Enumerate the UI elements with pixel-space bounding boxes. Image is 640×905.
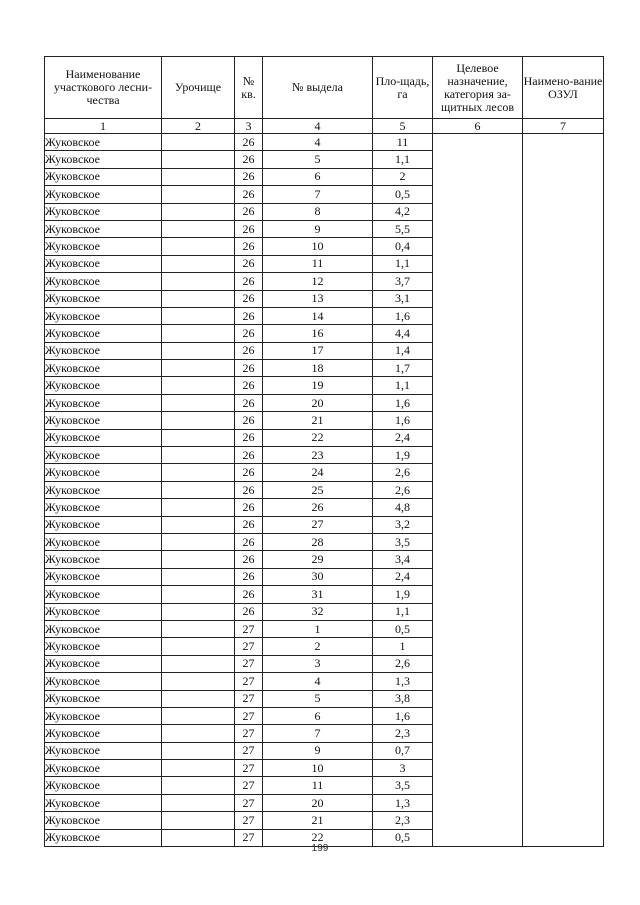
area-cell: 2,6 (373, 481, 433, 498)
column-number: 7 (523, 119, 604, 134)
ozul-cell (523, 134, 604, 847)
tract-cell (162, 742, 235, 759)
tract-cell (162, 551, 235, 568)
forestry-cell: Жуковское (45, 690, 162, 707)
quarter-cell: 27 (235, 812, 263, 829)
area-cell: 4,2 (373, 203, 433, 220)
tract-cell (162, 481, 235, 498)
quarter-cell: 26 (235, 238, 263, 255)
allotment-cell: 29 (263, 551, 373, 568)
quarter-cell: 27 (235, 742, 263, 759)
quarter-cell: 26 (235, 533, 263, 550)
area-cell: 3,2 (373, 516, 433, 533)
allotment-cell: 14 (263, 307, 373, 324)
tract-cell (162, 134, 235, 151)
allotment-cell: 26 (263, 499, 373, 516)
allotment-cell: 5 (263, 690, 373, 707)
forestry-cell: Жуковское (45, 273, 162, 290)
allotment-cell: 10 (263, 238, 373, 255)
allotment-cell: 27 (263, 516, 373, 533)
quarter-cell: 26 (235, 255, 263, 272)
quarter-cell: 26 (235, 603, 263, 620)
quarter-cell: 26 (235, 342, 263, 359)
area-cell: 1,4 (373, 342, 433, 359)
forestry-cell: Жуковское (45, 725, 162, 742)
quarter-cell: 27 (235, 690, 263, 707)
tract-cell (162, 655, 235, 672)
quarter-cell: 26 (235, 134, 263, 151)
area-cell: 3,4 (373, 551, 433, 568)
tract-cell (162, 464, 235, 481)
forest-plots-table (44, 56, 604, 847)
allotment-cell: 17 (263, 342, 373, 359)
forestry-cell: Жуковское (45, 586, 162, 603)
tract-cell (162, 342, 235, 359)
area-cell: 1,3 (373, 794, 433, 811)
allotment-cell: 6 (263, 168, 373, 185)
area-cell: 1,6 (373, 412, 433, 429)
allotment-cell: 24 (263, 464, 373, 481)
tract-cell (162, 568, 235, 585)
forestry-cell: Жуковское (45, 186, 162, 203)
tract-cell (162, 447, 235, 464)
area-cell: 3 (373, 760, 433, 777)
allotment-cell: 19 (263, 377, 373, 394)
area-cell: 1,6 (373, 307, 433, 324)
area-cell: 5,5 (373, 220, 433, 237)
allotment-cell: 5 (263, 151, 373, 168)
area-cell: 0,5 (373, 620, 433, 637)
area-cell: 1,1 (373, 151, 433, 168)
quarter-cell: 26 (235, 394, 263, 411)
tract-cell (162, 186, 235, 203)
tract-cell (162, 394, 235, 411)
area-cell: 1,6 (373, 707, 433, 724)
purpose-cell (433, 134, 523, 847)
tract-cell (162, 255, 235, 272)
quarter-cell: 26 (235, 168, 263, 185)
allotment-cell: 30 (263, 568, 373, 585)
allotment-cell: 22 (263, 429, 373, 446)
allotment-cell: 7 (263, 725, 373, 742)
forestry-cell: Жуковское (45, 325, 162, 342)
quarter-cell: 26 (235, 273, 263, 290)
area-cell: 3,1 (373, 290, 433, 307)
quarter-cell: 26 (235, 220, 263, 237)
column-number: 6 (433, 119, 523, 134)
column-number: 4 (263, 119, 373, 134)
forestry-cell: Жуковское (45, 307, 162, 324)
forestry-cell: Жуковское (45, 777, 162, 794)
tract-cell (162, 220, 235, 237)
allotment-cell: 20 (263, 394, 373, 411)
forestry-cell: Жуковское (45, 603, 162, 620)
allotment-cell: 6 (263, 707, 373, 724)
area-cell: 3,8 (373, 690, 433, 707)
quarter-cell: 27 (235, 673, 263, 690)
quarter-cell: 26 (235, 568, 263, 585)
forestry-cell: Жуковское (45, 377, 162, 394)
area-cell: 11 (373, 134, 433, 151)
column-number: 5 (373, 119, 433, 134)
quarter-cell: 27 (235, 638, 263, 655)
quarter-cell: 27 (235, 655, 263, 672)
forestry-cell: Жуковское (45, 134, 162, 151)
tract-cell (162, 238, 235, 255)
forestry-cell: Жуковское (45, 760, 162, 777)
header-tract: Урочище (162, 57, 235, 119)
area-cell: 1,6 (373, 394, 433, 411)
quarter-cell: 27 (235, 620, 263, 637)
forestry-cell: Жуковское (45, 620, 162, 637)
forestry-cell: Жуковское (45, 429, 162, 446)
allotment-cell: 13 (263, 290, 373, 307)
forestry-cell: Жуковское (45, 655, 162, 672)
column-number: 2 (162, 119, 235, 134)
forestry-cell: Жуковское (45, 394, 162, 411)
tract-cell (162, 760, 235, 777)
area-cell: 4,8 (373, 499, 433, 516)
tract-cell (162, 777, 235, 794)
table-row (45, 134, 604, 151)
page-number: 199 (311, 843, 329, 854)
tract-cell (162, 725, 235, 742)
forestry-cell: Жуковское (45, 412, 162, 429)
quarter-cell: 26 (235, 551, 263, 568)
tract-cell (162, 360, 235, 377)
area-cell: 2,6 (373, 655, 433, 672)
tract-cell (162, 812, 235, 829)
quarter-cell: 26 (235, 151, 263, 168)
header-forestry: Наименование участкового лесни-чества (45, 57, 162, 119)
forestry-cell: Жуковское (45, 794, 162, 811)
allotment-cell: 4 (263, 134, 373, 151)
header-ozul: Наимено-вание ОЗУЛ (523, 57, 604, 119)
quarter-cell: 26 (235, 516, 263, 533)
header-quarter: № кв. (235, 57, 263, 119)
forestry-cell: Жуковское (45, 533, 162, 550)
quarter-cell: 26 (235, 499, 263, 516)
quarter-cell: 27 (235, 777, 263, 794)
forestry-cell: Жуковское (45, 499, 162, 516)
forestry-cell: Жуковское (45, 464, 162, 481)
allotment-cell: 9 (263, 742, 373, 759)
table-body (45, 134, 604, 847)
forestry-cell: Жуковское (45, 829, 162, 846)
tract-cell (162, 586, 235, 603)
column-number: 1 (45, 119, 162, 134)
quarter-cell: 26 (235, 203, 263, 220)
tract-cell (162, 707, 235, 724)
column-number-row (45, 119, 604, 134)
tract-cell (162, 516, 235, 533)
tract-cell (162, 273, 235, 290)
allotment-cell: 3 (263, 655, 373, 672)
forestry-cell: Жуковское (45, 707, 162, 724)
allotment-cell: 4 (263, 673, 373, 690)
tract-cell (162, 168, 235, 185)
forestry-cell: Жуковское (45, 290, 162, 307)
area-cell: 1 (373, 638, 433, 655)
tract-cell (162, 533, 235, 550)
tract-cell (162, 151, 235, 168)
allotment-cell: 11 (263, 777, 373, 794)
tract-cell (162, 377, 235, 394)
quarter-cell: 26 (235, 447, 263, 464)
allotment-cell: 16 (263, 325, 373, 342)
forestry-cell: Жуковское (45, 516, 162, 533)
tract-cell (162, 307, 235, 324)
tract-cell (162, 620, 235, 637)
forestry-cell: Жуковское (45, 568, 162, 585)
tract-cell (162, 429, 235, 446)
allotment-cell: 22 (263, 829, 373, 846)
area-cell: 2 (373, 168, 433, 185)
allotment-cell: 10 (263, 760, 373, 777)
area-cell: 1,1 (373, 255, 433, 272)
allotment-cell: 32 (263, 603, 373, 620)
allotment-cell: 21 (263, 812, 373, 829)
forestry-cell: Жуковское (45, 673, 162, 690)
quarter-cell: 26 (235, 586, 263, 603)
quarter-cell: 26 (235, 412, 263, 429)
forestry-cell: Жуковское (45, 203, 162, 220)
allotment-cell: 25 (263, 481, 373, 498)
header-area: Пло-щадь, га (373, 57, 433, 119)
tract-cell (162, 325, 235, 342)
header-allotment: № выдела (263, 57, 373, 119)
area-cell: 1,9 (373, 586, 433, 603)
area-cell: 3,5 (373, 533, 433, 550)
area-cell: 1,1 (373, 377, 433, 394)
quarter-cell: 26 (235, 186, 263, 203)
tract-cell (162, 638, 235, 655)
area-cell: 3,7 (373, 273, 433, 290)
area-cell: 2,4 (373, 429, 433, 446)
tract-cell (162, 690, 235, 707)
area-cell: 2,4 (373, 568, 433, 585)
forestry-cell: Жуковское (45, 447, 162, 464)
allotment-cell: 21 (263, 412, 373, 429)
forestry-cell: Жуковское (45, 151, 162, 168)
allotment-cell: 1 (263, 620, 373, 637)
area-cell: 1,3 (373, 673, 433, 690)
tract-cell (162, 412, 235, 429)
forestry-cell: Жуковское (45, 742, 162, 759)
forestry-cell: Жуковское (45, 551, 162, 568)
quarter-cell: 26 (235, 325, 263, 342)
quarter-cell: 27 (235, 829, 263, 846)
allotment-cell: 11 (263, 255, 373, 272)
area-cell: 4,4 (373, 325, 433, 342)
quarter-cell: 26 (235, 307, 263, 324)
quarter-cell: 26 (235, 290, 263, 307)
area-cell: 0,7 (373, 742, 433, 759)
area-cell: 0,5 (373, 829, 433, 846)
allotment-cell: 23 (263, 447, 373, 464)
column-number: 3 (235, 119, 263, 134)
allotment-cell: 12 (263, 273, 373, 290)
area-cell: 2,3 (373, 725, 433, 742)
forestry-cell: Жуковское (45, 342, 162, 359)
forestry-cell: Жуковское (45, 812, 162, 829)
quarter-cell: 26 (235, 481, 263, 498)
header-row (45, 57, 604, 119)
quarter-cell: 27 (235, 725, 263, 742)
forestry-cell: Жуковское (45, 220, 162, 237)
area-cell: 1,1 (373, 603, 433, 620)
allotment-cell: 2 (263, 638, 373, 655)
area-cell: 0,4 (373, 238, 433, 255)
allotment-cell: 7 (263, 186, 373, 203)
forestry-cell: Жуковское (45, 481, 162, 498)
tract-cell (162, 203, 235, 220)
allotment-cell: 9 (263, 220, 373, 237)
tract-cell (162, 603, 235, 620)
tract-cell (162, 290, 235, 307)
forestry-cell: Жуковское (45, 255, 162, 272)
allotment-cell: 28 (263, 533, 373, 550)
allotment-cell: 20 (263, 794, 373, 811)
quarter-cell: 27 (235, 794, 263, 811)
allotment-cell: 31 (263, 586, 373, 603)
area-cell: 1,7 (373, 360, 433, 377)
area-cell: 2,3 (373, 812, 433, 829)
forestry-cell: Жуковское (45, 360, 162, 377)
quarter-cell: 26 (235, 360, 263, 377)
area-cell: 3,5 (373, 777, 433, 794)
area-cell: 0,5 (373, 186, 433, 203)
quarter-cell: 27 (235, 707, 263, 724)
quarter-cell: 26 (235, 464, 263, 481)
allotment-cell: 18 (263, 360, 373, 377)
quarter-cell: 27 (235, 760, 263, 777)
tract-cell (162, 673, 235, 690)
header-purpose: Целевое назначение, категория за-щитных лесов (433, 57, 523, 119)
tract-cell (162, 499, 235, 516)
forestry-cell: Жуковское (45, 638, 162, 655)
forestry-cell: Жуковское (45, 238, 162, 255)
area-cell: 1,9 (373, 447, 433, 464)
allotment-cell: 8 (263, 203, 373, 220)
quarter-cell: 26 (235, 429, 263, 446)
quarter-cell: 26 (235, 377, 263, 394)
area-cell: 2,6 (373, 464, 433, 481)
tract-cell (162, 794, 235, 811)
forestry-cell: Жуковское (45, 168, 162, 185)
